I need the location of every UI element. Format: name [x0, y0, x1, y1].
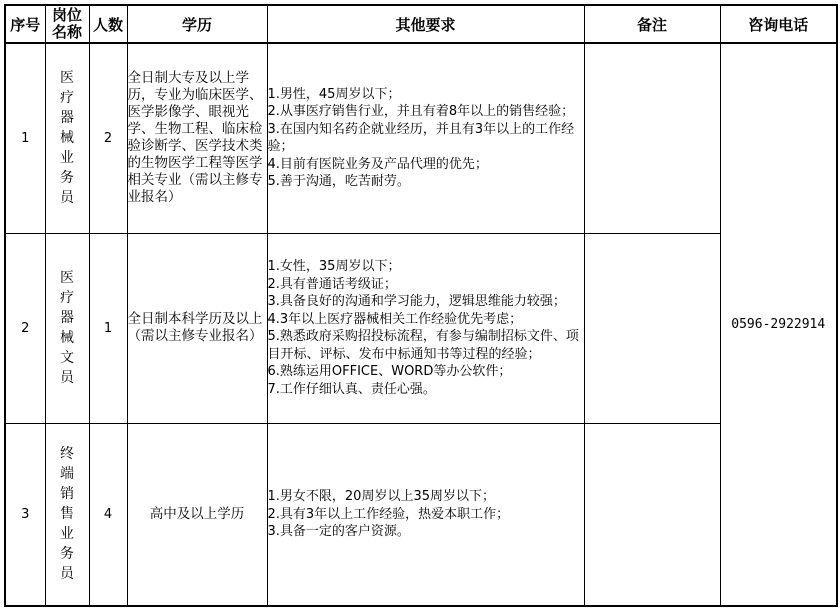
- requirement-line: 3.具备一定的客户资源。: [267, 524, 410, 539]
- recruitment-table: [4, 4, 838, 607]
- requirement-line: 4.3年以上医疗器械相关工作经验优先考虑；: [267, 311, 523, 327]
- row-requirements: [267, 43, 584, 233]
- requirement-line: 3.具备良好的沟通和学习能力，逻辑思维能力较强；: [267, 294, 566, 309]
- row-education: 全日制本科学历及以上（需以主修专业报名）: [127, 233, 267, 423]
- recruitment-sheet: [4, 4, 836, 607]
- requirement-line: 1.男性，45周岁以下；: [267, 86, 401, 102]
- requirement-line: 4.目前有医院业务及产品代理的优先；: [267, 156, 488, 172]
- row-seq: 1: [5, 43, 45, 233]
- row-requirements: [267, 423, 584, 606]
- table-row: [5, 423, 837, 606]
- row-requirements: [267, 233, 584, 423]
- row-count: 4: [89, 423, 127, 606]
- row-position: [45, 233, 89, 423]
- row-remarks: [584, 43, 720, 233]
- requirement-line: 6.熟练运用OFFICE、WORD等办公软件；: [267, 364, 512, 379]
- row-education: 高中及以上学历: [127, 423, 267, 606]
- row-count: 1: [89, 233, 127, 423]
- row-position: [45, 43, 89, 233]
- table-row: [5, 233, 837, 423]
- row-position-text: 终端销售业务员: [60, 446, 74, 583]
- header-count: 人数: [89, 5, 127, 43]
- header-seq: 序号: [5, 5, 45, 43]
- requirement-line: 5.善于沟通，吃苦耐劳。: [267, 174, 410, 190]
- requirement-line: 1.男女不限，20周岁以上35周岁以下；: [267, 489, 495, 504]
- row-position-text: 医疗器械文员: [60, 270, 74, 386]
- row-education: 全日制大专及以上学历，专业为临床医学、医学影像学、眼视光学、生物工程、临床检验诊断学、医学技术类的生物医学工程等医学相关专业（需以主修专业报名）: [127, 43, 267, 233]
- row-seq: 2: [5, 233, 45, 423]
- table-row: [5, 43, 837, 233]
- row-position: [45, 423, 89, 606]
- row-seq: 3: [5, 423, 45, 606]
- header-position-text: 岗位名称: [51, 6, 82, 41]
- header-position: [45, 5, 89, 43]
- requirement-line: 2.具有3年以上工作经验，热爱本职工作；: [267, 506, 510, 522]
- requirement-line: 5.熟悉政府采购招投标流程，有参与编制招标文件、项目开标、评标、发布中标通知书等过程的经验；: [267, 329, 579, 362]
- header-row: [5, 5, 837, 43]
- consult-phone: 0596-2922914: [720, 43, 837, 606]
- header-phone: 咨询电话: [720, 5, 837, 43]
- requirement-line: 1.女性，35周岁以下；: [267, 259, 401, 274]
- row-position-text: 医疗器械业务员: [60, 70, 74, 207]
- header-requirements: 其他要求: [267, 5, 584, 43]
- row-remarks: [584, 423, 720, 606]
- requirement-line: 2.具有普通话考级证；: [267, 276, 397, 292]
- header-education: 学历: [127, 5, 267, 43]
- header-remarks: 备注: [584, 5, 720, 43]
- requirement-line: 2.从事医疗销售行业，并且有着8年以上的销售经验；: [267, 104, 575, 120]
- row-remarks: [584, 233, 720, 423]
- row-count: 2: [89, 43, 127, 233]
- requirement-line: 7.工作仔细认真、责任心强。: [267, 381, 436, 397]
- requirement-line: 3.在国内知名药企就业经历，并且有3年以上的工作经验；: [267, 121, 575, 155]
